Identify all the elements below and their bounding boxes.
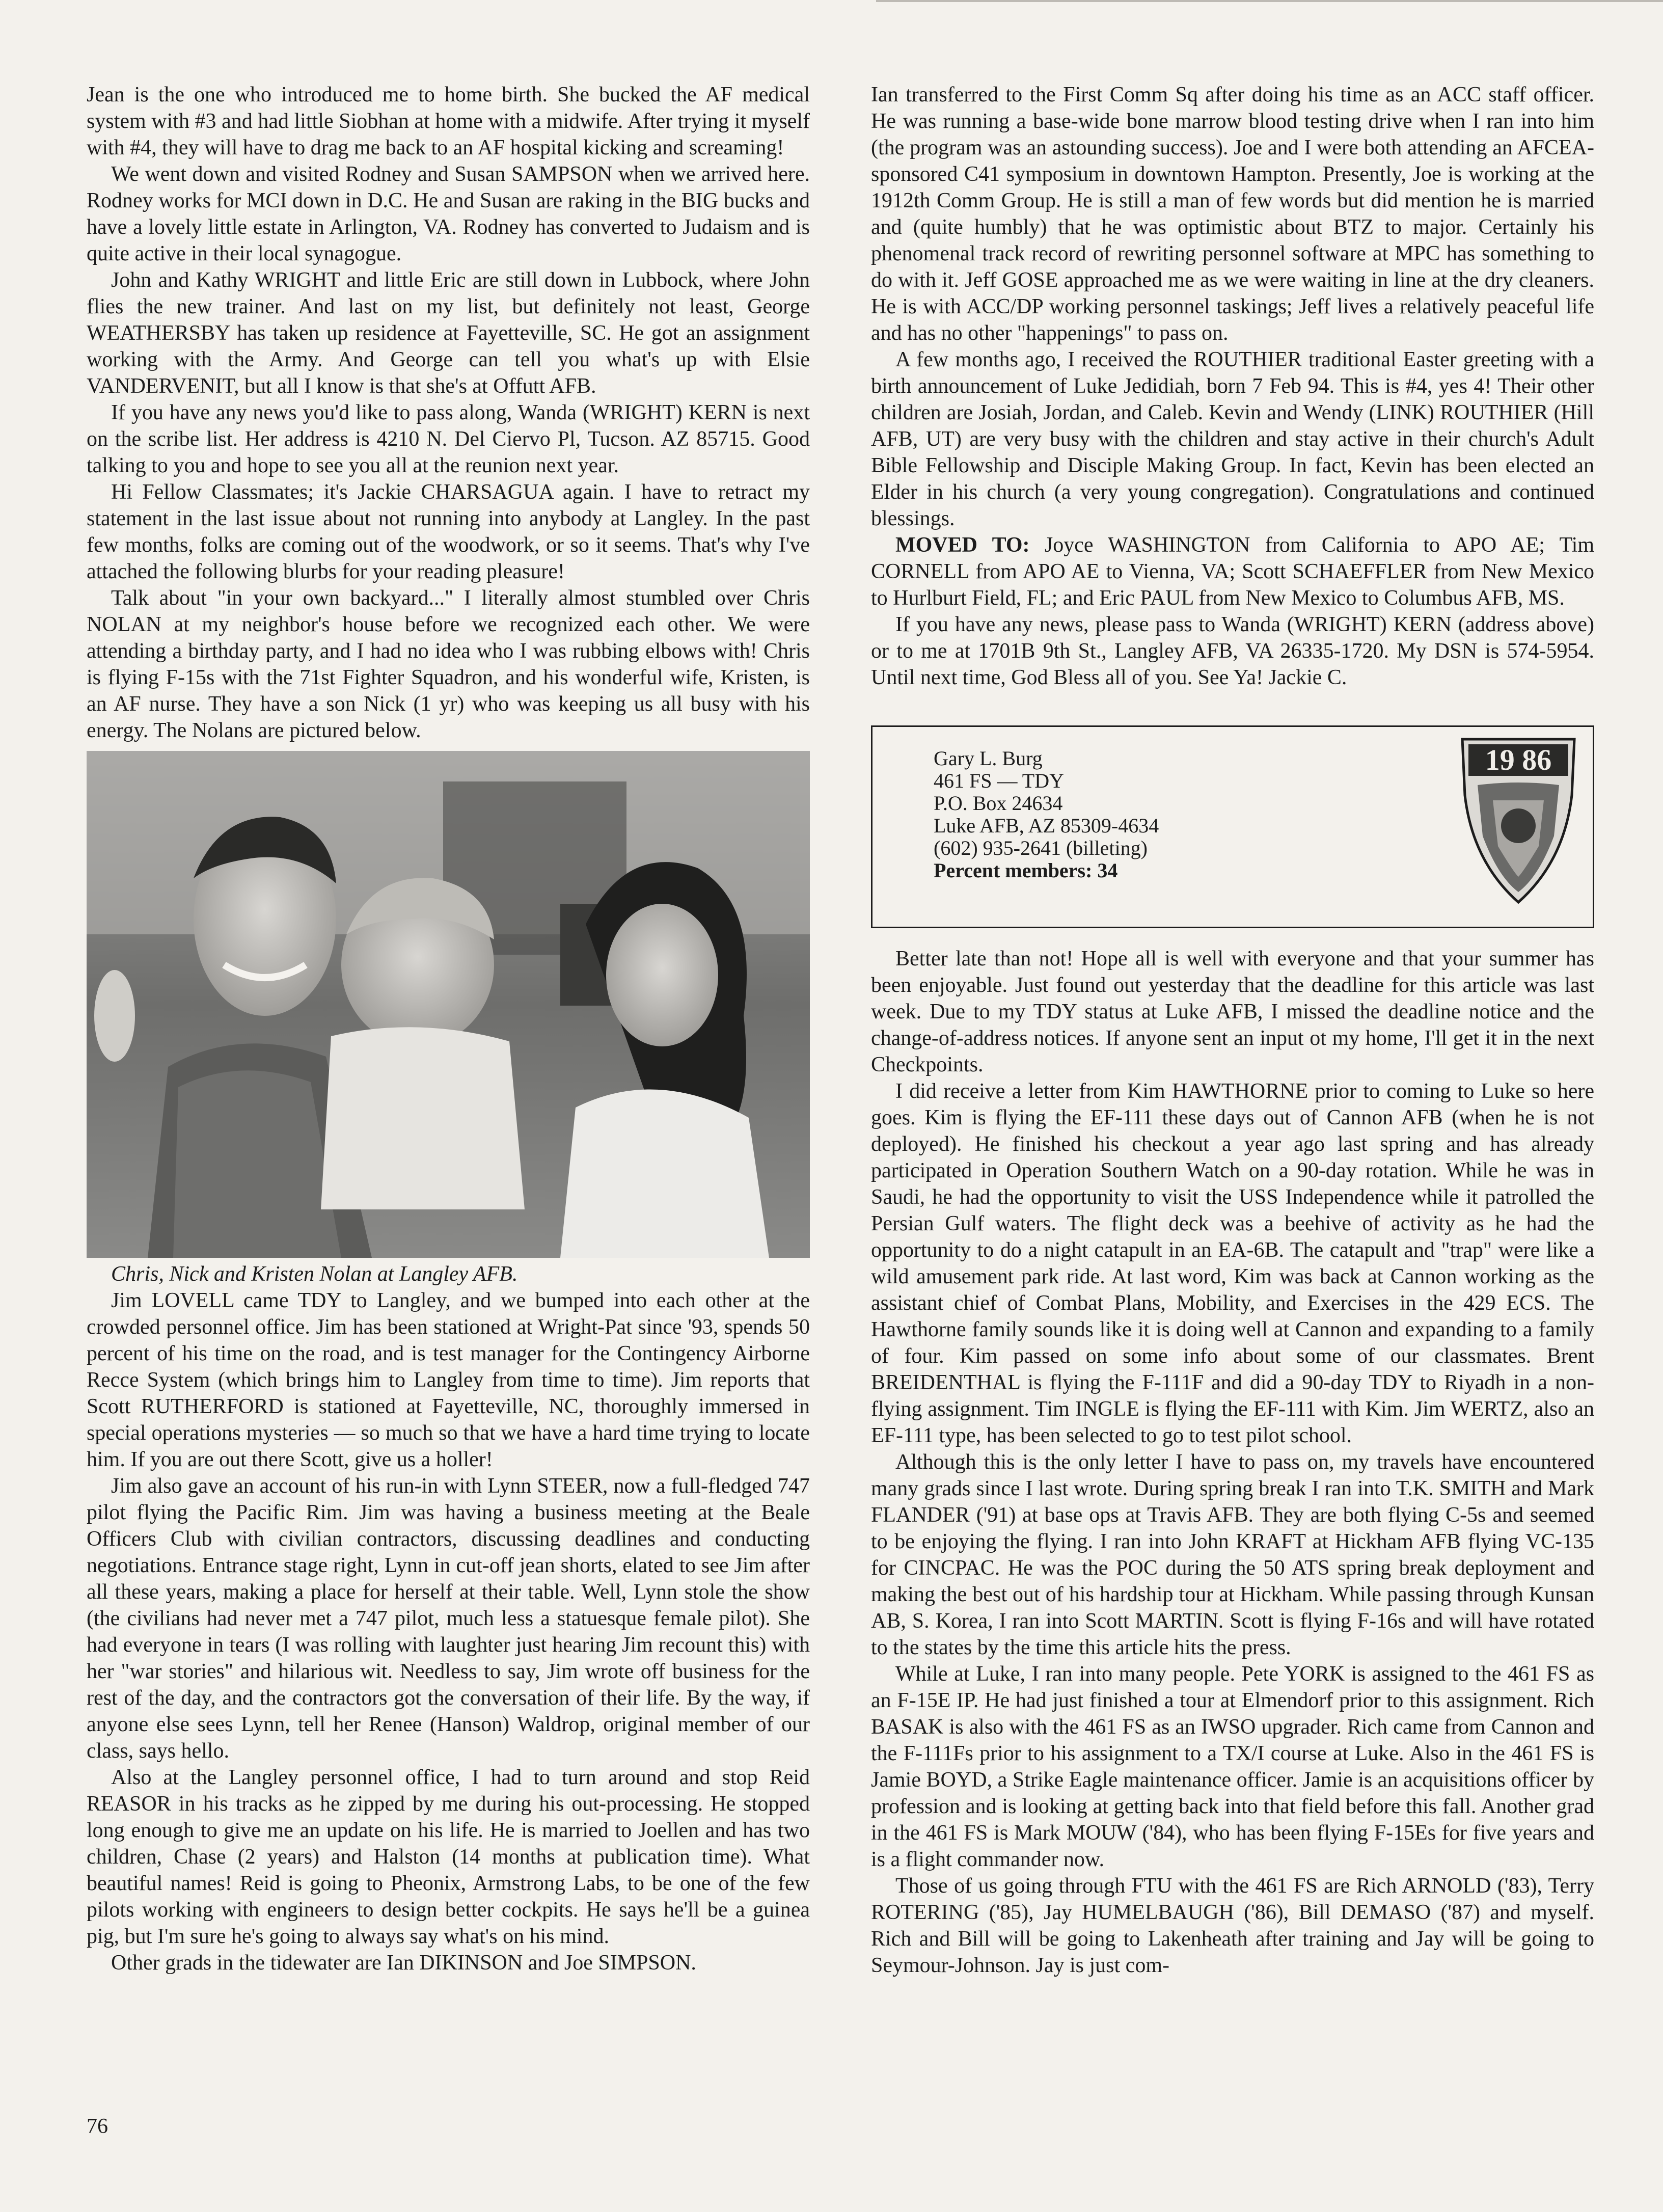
percent-members: Percent members: 34 (934, 859, 1118, 882)
paragraph: Talk about "in your own backyard..." I literally almost stumbled over Chris NOLAN at my neighbor's house before we recognized each other. We were attending a birthday party, and I had no idea who I was rubbing elbows with! Chris is flying F-15s with the 71st Fighter Squadron, and his wonderful wife, Kristen, is an AF nurse. They have a son Nick (1 yr) who was keeping us all busy with his energy. The Nolans are pictured below. (87, 586, 810, 742)
right-column (871, 82, 1594, 1979)
paragraph: Better late than not! Hope all is well with everyone and that your summer has been enjoyable. Just found out yesterday that the deadline for this article was last week. Due to my TDY status at Luke AFB, I missed the deadline notice and the change-of-address notices. If anyone sent an input ot my home, I'll get it in the next Checkpoints. (871, 947, 1594, 1076)
paragraph: Hi Fellow Classmates; it's Jackie CHARSAGUA again. I have to retract my statement in the last issue about not running into anybody at Langley. In the past few months, folks are coming out of the woodwork, or so it seems. That's why I've attached the following blurbs for your reading pleasure! (87, 480, 810, 583)
paragraph: If you have any news you'd like to pass along, Wanda (WRIGHT) KERN is next on the scribe list. Her address is 4210 N. Del Ciervo Pl, Tucson. AZ 85715. Good talking to you and hope to see you all at the reunion next year. (87, 401, 810, 477)
paragraph: Ian transferred to the First Comm Sq after doing his time as an ACC staff officer. He was running a base-wide bone marrow blood testing drive when I ran into him (the program was an astounding success). Joe and I were both attending an AFCEA-sponsored C41 symposium in downtown Hampton. Presently, Joe is working at the 1912th Comm Group. He is still a man of few words but did mention he is married and (quite humbly) that he was optimistic about BTZ to major. Certainly his phenomenal track record of rewriting personnel software at MPC has something to do with it. Jeff GOSE approached me as we were waiting in line at the dry cleaners. He is with ACC/DP working personnel taskings; Jeff lives a relatively peaceful life and has no other "happenings" to pass on. (871, 83, 1594, 345)
paragraph: While at Luke, I ran into many people. Pete YORK is assigned to the 461 FS as an F-15E IP. He had just finished a tour at Elmendorf prior to this assignment. Rich BASAK is also with the 461 FS as an IWSO upgrader. Rich came from Cannon and the F-111Fs prior to his assignment to a TX/I course at Luke. Also in the 461 FS is Jamie BOYD, a Strike Eagle maintenance officer. Jamie is an acquisitions officer by profession and is looking at getting back into that field before this fall. Another grad in the 461 FS is Mark MOUW ('84), who has been flying F-15Es for five years and is a flight commander now. (871, 1662, 1594, 1871)
paragraph: Jim LOVELL came TDY to Langley, and we bumped into each other at the crowded personnel office. Jim has been stationed at Wright-Pat since '93, spends 50 percent of his time on the road, and is test manager for the Contingency Airborne Recce System (which brings him to Langley from time to time). Jim reports that Scott RUTHERFORD is stationed at Fayetteville, NC, thoroughly immersed in special operations mysteries — so much so that we have a hard time trying to locate him. If you are out there Scott, give us a holler! (87, 1289, 810, 1471)
scribe-address (934, 747, 1159, 882)
scribe-unit: 461 FS — TDY (934, 769, 1064, 792)
scribe-name: Gary L. Burg (934, 747, 1043, 770)
scribe-po-box: P.O. Box 24634 (934, 792, 1063, 815)
moved-to-text: Joyce WASHINGTON from California to APO AE; Tim CORNELL from APO AE to Vienna, VA; Scott SCHAEFFLER from New Mexico to Hurlburt Field, FL; and Eric PAUL from New Mexico to Columbus AFB, MS. (871, 533, 1594, 610)
page-number: 76 (87, 2115, 108, 2138)
paragraph: Jean is the one who introduced me to home birth. She bucked the AF medical system with #3 and had little Siobhan at home with a midwife. After trying it myself with #4, they will have to drag me back to an AF hospital kicking and screaming! (87, 83, 810, 159)
paragraph: John and Kathy WRIGHT and little Eric are still down in Lubbock, where John flies the new trainer. And last on my list, but definitely not least, George WEATHERSBY has taken up residence at Fayetteville, SC. He got an assignment working with the Army. And George can tell you what's up with Elsie VANDERVENIT, but all I know is that she's at Offutt AFB. (87, 268, 810, 398)
paragraph: A few months ago, I received the ROUTHIER traditional Easter greeting with a birth announcement of Luke Jedidiah, born 7 Feb 94. This is #4, yes 4! Their other children are Josiah, Jordan, and Caleb. Kevin and Wendy (LINK) ROUTHIER (Hill AFB, UT) are very busy with the children and stay active in their church's Adult Bible Fellowship and Disciple Making Group. In fact, Kevin has been elected an Elder in his church (a very young congregation). Congratulations and continued blessings. (871, 348, 1594, 530)
moved-to-label: MOVED TO: (895, 533, 1030, 557)
photo-caption: Chris, Nick and Kristen Nolan at Langley AFB. (111, 1262, 518, 1286)
scribe-phone: (602) 935-2641 (billeting) (934, 837, 1148, 859)
paragraph: Although this is the only letter I have to pass on, my travels have encountered many grads since I last wrote. During spring break I ran into T.K. SMITH and Mark FLANDER ('91) at base ops at Travis AFB. They are both flying C-5s and seemed to be enjoying the flying. I ran into John KRAFT at Hickham AFB flying VC-135 for CINCPAC. He was the POC during the 50 ATS spring break deployment and making the best out of his hardship tour at Hickham. While passing through Kunsan AB, S. Korea, I ran into Scott MARTIN. Scott is flying F-16s and will have rotated to the states by the time this article hits the press. (871, 1450, 1594, 1659)
crest-year: 19 86 (1485, 743, 1552, 776)
paragraph: Other grads in the tidewater are Ian DIKINSON and Joe SIMPSON. (111, 1951, 696, 1975)
paragraph: Also at the Langley personnel office, I had to turn around and stop Reid REASOR in his tracks as he zipped by me during his out-processing. He stopped long enough to give me an update on his life. He is married to Joellen and has two children, Chase (2 years) and Halston (14 months at publication time). What beautiful names! Reid is going to Pheonix, Armstrong Labs, to be one of the few pilots working with engineers to design better cockpits. He says he'll be a guinea pig, but I'm sure he's going to always say what's on his mind. (87, 1766, 810, 1948)
paragraph: We went down and visited Rodney and Susan SAMPSON when we arrived here. Rodney works for MCI down in D.C. He and Susan are raking in the BIG bucks and have a lovely little estate in Arlington, VA. Rodney has converted to Judaism and is quite active in their local synagogue. (87, 163, 810, 265)
paragraph: I did receive a letter from Kim HAWTHORNE prior to coming to Luke so here goes. Kim is flying the EF-111 these days out of Cannon AFB (when he is not deployed). He finished his checkout a year ago last spring and has already participated in Operation Southern Watch on a 90-day rotation. While he was in Saudi, he had the opportunity to visit the USS Independence while it patrolled the Persian Gulf waters. The flight deck was a beehive of activity as he had the opportunity to do a night catapult in an EA-6B. The catapult and "trap" were like a wild amusement park ride. At last word, Kim was back at Cannon working as the assistant chief of Combat Plans, Mobility, and Exercises in the 429 ECS. The Hawthorne family sounds like it is doing well at Cannon and expanding to a family of four. Kim passed on some info about some of our classmates. Brent BREIDENTHAL is flying the F-111F and did a 90-day TDY to Riyadh in a non-flying assignment. Tim INGLE is flying the EF-111 with Kim. Jim WERTZ, also an EF-111 type, has been selected to go to test pilot school. (871, 1080, 1594, 1447)
photo-image (87, 751, 810, 1258)
moved-to-paragraph (871, 532, 1594, 611)
top-rule (876, 0, 1663, 2)
paragraph: Those of us going through FTU with the 461 FS are Rich ARNOLD ('83), Terry ROTERING ('85), Jay HUMELBAUGH ('86), Bill DEMASO ('87) and myself. Rich and Bill will be going to Lakenheath after training and Jay will be going to Seymour-Johnson. Jay is just com- (871, 1874, 1594, 1977)
paragraph: Jim also gave an account of his run-in with Lynn STEER, now a full-fledged 747 pilot flying the Pacific Rim. Jim was having a business meeting at the Beale Officers Club with civilian contractors, discussing deadlines and conducting negotiations. Entrance stage right, Lynn in cut-off jean shorts, elated to see Jim after all these years, making a place for herself at their table. Well, Lynn stole the show (the civilians had never met a 747 pilot, much less a statuesque female pilot). She had everyone in tears (I was rolling with laughter just hearing Jim recount this) with her "war stories" and hilarious wit. Needless to say, Jim wrote off business for the rest of the day, and the contractors got the conversation of their life. By the way, if anyone else sees Lynn, tell her Renee (Hanson) Waldrop, original member of our class, says hello. (87, 1474, 810, 1763)
nolan-family-photo (87, 751, 810, 1258)
scribe-city: Luke AFB, AZ 85309-4634 (934, 814, 1159, 837)
class-crest-icon (1457, 734, 1579, 907)
scribe-address-box (871, 725, 1594, 928)
left-column (87, 82, 810, 1976)
paragraph: If you have any news, please pass to Wanda (WRIGHT) KERN (address above) or to me at 1701B 9th St., Langley AFB, VA 26335-1720. My DSN is 574-5954. Until next time, God Bless all of you. See Ya! Jackie C. (871, 613, 1594, 689)
